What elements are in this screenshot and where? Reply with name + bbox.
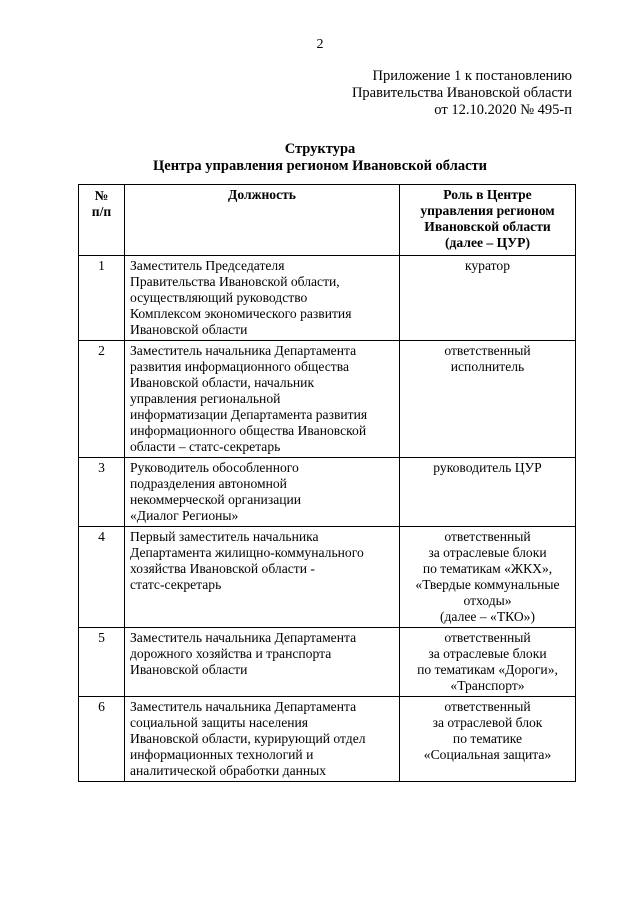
position-line: осуществляющий руководство (130, 290, 308, 305)
role-line: по тематикам «ЖКХ», (422, 561, 553, 576)
role-cell (400, 527, 576, 628)
role-line: исполнитель (450, 359, 525, 374)
table-row (79, 256, 576, 341)
header-number (79, 185, 125, 256)
position-line: Департамента жилищно-коммунального (130, 545, 364, 560)
role-line: «Твердые коммунальные (415, 577, 560, 592)
position-cell (125, 628, 400, 697)
position-line: «Диалог Регионы» (130, 508, 239, 523)
header-role (400, 185, 576, 256)
role-cell (400, 256, 576, 341)
role-cell (400, 458, 576, 527)
role-line: (далее – «ТКО») (439, 609, 535, 624)
position-line: Руководитель обособленного (130, 460, 299, 475)
position-line: некоммерческой организации (130, 492, 302, 507)
row-number: 6 (79, 697, 125, 782)
role-line: отходы» (463, 593, 512, 608)
position-line: области – статс-секретарь (130, 439, 281, 454)
position-line: хозяйства Ивановской области - (130, 561, 315, 576)
title-line-2: Центра управления регионом Ивановской области (152, 158, 487, 174)
role-line: по тематикам «Дороги», (417, 662, 558, 677)
position-line: Заместитель начальника Департамента (130, 699, 357, 714)
role-line: ответственный (444, 529, 531, 544)
table-row (79, 458, 576, 527)
table-header-row (79, 185, 576, 256)
role-line: ответственный (444, 343, 531, 358)
row-number: 3 (79, 458, 125, 527)
row-number: 2 (79, 341, 125, 458)
title-line-1: Структура (284, 141, 356, 157)
row-number: 4 (79, 527, 125, 628)
table-row (79, 527, 576, 628)
role-line: «Транспорт» (450, 678, 525, 693)
position-line: Ивановской области, начальник (130, 375, 315, 390)
page-number: 2 (316, 37, 324, 52)
position-line: Заместитель начальника Департамента (130, 630, 357, 645)
position-line: управления региональной (130, 391, 281, 406)
role-cell (400, 628, 576, 697)
table-row (79, 697, 576, 782)
structure-table (78, 184, 576, 782)
appendix-reference (352, 68, 572, 119)
appendix-line-1: Приложение 1 к постановлению (372, 68, 572, 84)
row-number: 5 (79, 628, 125, 697)
position-line: Ивановской области (130, 322, 248, 337)
header-role-line: (далее – ЦУР) (445, 235, 530, 250)
position-cell (125, 697, 400, 782)
role-line: ответственный (444, 699, 531, 714)
position-line: информатизации Департамента развития (130, 407, 368, 422)
role-cell (400, 697, 576, 782)
position-line: развития информационного общества (130, 359, 349, 374)
header-number-line-1: № (94, 188, 109, 203)
role-line: куратор (464, 258, 511, 273)
position-line: дорожного хозяйства и транспорта (130, 646, 332, 661)
table-row (79, 341, 576, 458)
position-line: статс-секретарь (130, 577, 222, 592)
position-cell (125, 458, 400, 527)
role-line: по тематике (452, 731, 523, 746)
header-role-line: Роль в Центре (443, 187, 532, 202)
position-line: Первый заместитель начальника (130, 529, 319, 544)
header-role-line: Ивановской области (424, 219, 551, 234)
position-line: Заместитель Председателя (130, 258, 285, 273)
position-line: Ивановской области, курирующий отдел (130, 731, 366, 746)
position-cell (125, 341, 400, 458)
role-line: за отраслевой блок (432, 715, 543, 730)
position-line: Ивановской области (130, 662, 248, 677)
position-line: информационных технологий и (130, 747, 314, 762)
role-line: за отраслевые блоки (428, 646, 547, 661)
role-cell (400, 341, 576, 458)
position-line: социальной защиты населения (130, 715, 309, 730)
position-cell (125, 527, 400, 628)
role-line: за отраслевые блоки (428, 545, 547, 560)
position-line: Комплексом экономического развития (130, 306, 352, 321)
role-line: «Социальная защита» (423, 747, 552, 762)
position-line: Правительства Ивановской области, (130, 274, 340, 289)
position-line: информационного общества Ивановской (130, 423, 367, 438)
role-line: ответственный (444, 630, 531, 645)
row-number: 1 (79, 256, 125, 341)
appendix-line-3: от 12.10.2020 № 495-п (434, 102, 572, 118)
table-row (79, 628, 576, 697)
position-line: подразделения автономной (130, 476, 287, 491)
appendix-line-2: Правительства Ивановской области (351, 85, 572, 101)
role-line: руководитель ЦУР (433, 460, 542, 475)
header-position: Должность (125, 185, 400, 256)
document-title (0, 141, 640, 175)
position-cell (125, 256, 400, 341)
position-line: аналитической обработки данных (130, 763, 327, 778)
position-line: Заместитель начальника Департамента (130, 343, 357, 358)
header-role-line: управления регионом (420, 203, 555, 218)
header-number-line-2: п/п (91, 204, 112, 219)
